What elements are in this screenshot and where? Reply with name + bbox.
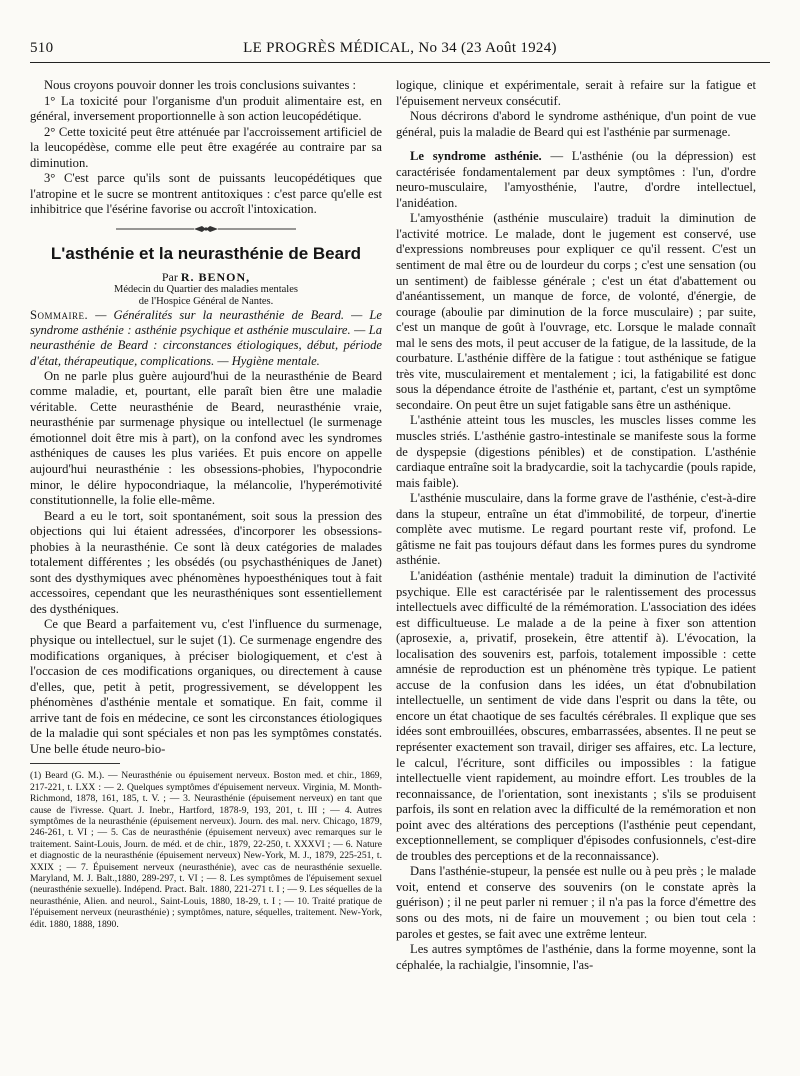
footnote-rule bbox=[30, 763, 120, 764]
spacer bbox=[396, 140, 756, 149]
paragraph: L'asthénie atteint tous les muscles, les muscles lisses comme les muscles striés. L'asthénie gastro-intestinale se manifeste sous la forme de dyspepsie (digestions pénibles) et de constipation. L'asthénie cardiaque entraîne soit la bradycardie, soit la tachycardie (pouls rapide, mais faible). bbox=[396, 413, 756, 490]
section-text: — L'asthénie (ou la dépression) est caractérisée fondamentalement par deux symptômes : l'un, d'ordre neuro-musculaire, l'amyosthénie, l'autre, d'ordre intellectuel, l'anidéation. bbox=[396, 149, 756, 210]
author-name: R. BENON, bbox=[180, 269, 251, 284]
left-column bbox=[30, 78, 382, 930]
section-paragraph bbox=[396, 149, 756, 211]
page-header bbox=[30, 38, 770, 63]
footnote: (1) Beard (G. M.). — Neurasthénie ou épuisement nerveux. Boston med. et chir., 1869, 217-221, t. LXX : — 2. Quelques symptômes d'épuisement nerveux. Virginia, M. Month-Richmond, 1878, 161, 185, t. V. ; — 3. Neurasthénie (épuisement nerveux) en tant que cause de l'ivresse. Quart. J. Inebr., Hartford, 1878-9, 193, 201, t. III ; — 4. Autres symptômes de la neurasthénie (épuisement nerveux). Journ. des mal. nerv. Chicago, 1879, 246-261, t. VI ; — 5. Cas de neurasthénie (épuisement nerveux) avec remarques sur le traitement. Saint-Louis, Journ. de méd. et de chir., 1879, 22-250, t. XXXVI ; — 6. Nature et diagnostic de la neurasthénie (épuisement nerveux) New-York, M. J., 1879, 225-251, t. XXIX ; — 7. Épuisement nerveux (neurasthénie), avec cas de neurasthénie sexuelle. Maryland, M. J. Balt.,1880, 289-297, t. VI ; — 8. Les symptômes de l'épuisement sexuel (neurasthénie sexuelle). Indépend. Pract. Balt. 1880, 221-271 t. I ; — 9. Les séquelles de la neurasthénie, Alien. and neurol., Saint-Louis, 1880, 18-29, t. I ; — 10. Traité pratique de l'épuisement nerveux (neurasthénie) ; symptômes, nature, séquelles, traitement. New-York, édit. 1880, 1888, 1890. bbox=[30, 770, 382, 930]
paragraph: L'amyosthénie (asthénie musculaire) traduit la diminution de l'activité motrice. Le malade, dont le jugement est conservé, use d'expressions nombreuses pour expliquer ce qu'il ressent. C'est un sentiment de mal être ou de lourdeur du corps ; c'est une sensation (ou un sentiment) de faiblesse générale ; c'est un état d'abattement ou d'anéantissement, un manque de force, de volonté, d'énergie, de courage (aboulie par diminution de la force musculaire) ; par suite, c'est un manque de goût à l'ouvrage, etc. Lorsque le malade connaît mal le sens des mots, il peut accuser de la fatigue, de la lassitude, de la courbature. L'asthénie diffère de la fatigue : tout asthénique se fatigue très vite, musculairement et mentalement ; ici, la fatigabilité est donc sous la dépendance étroite de l'asthénie et, partant, c'est un symptôme secondaire. On peut être un sujet fatigable sans être un asthénique. bbox=[396, 211, 756, 412]
conclusion-3: 3° C'est parce qu'ils sont de puissants leucopédétiques que l'atropine et le sucre se montrent antitoxiques : c'est parce qu'elle est inhibitrice que l'ésérine favorise ou accroît l'intoxication. bbox=[30, 171, 382, 217]
summary bbox=[30, 308, 382, 369]
affiliation-line-2: de l'Hospice Général de Nantes. bbox=[138, 295, 274, 307]
paragraph: On ne parle plus guère aujourd'hui de la neurasthénie de Beard comme maladie, et, pourtant, elle paraît bien être une maladie véritable. Cette neurasthénie de Beard, neurasthénie vraie, neurasthénie par surmenage physique ou intellectuel (le surmenage émotionnel doit être mis à part), on la confond avec les syndromes asthéniques de causes les plus variées. Et puis encore on appelle aujourd'hui neurasthénie : les obsessions-phobies, l'hypocondrie minor, le délire hypocondriaque, la mélancolie, l'hyperémotivité constitutionnelle, la folie elle-même. bbox=[30, 368, 382, 508]
paragraph: Ce que Beard a parfaitement vu, c'est l'influence du surmenage, physique ou intellectuel, sur le sujet (1). Ce surmenage engendre des modifications organiques, à préciser biologiquement, et c'est à l'occasion de ces modifications organiques, ou directement à cause d'elles, que, petit à petit, progressivement, se développent les phénomènes d'asthénie mentale et somatique. En fait, comme il arrive tant de fois en médecine, ce sont les circonstances étiologiques de la maladie qui sont spéciales et non pas les symptômes constatés. Une belle étude neuro-bio- bbox=[30, 617, 382, 756]
conclusion-1: 1° La toxicité pour l'organisme d'un produit alimentaire est, en général, inversement proportionnelle à son action leucopédétique. bbox=[30, 93, 382, 124]
paragraph: logique, clinique et expérimentale, serait à refaire sur la fatigue et l'épuisement nerveux consécutif. bbox=[396, 78, 756, 108]
summary-text: — Généralités sur la neurasthénie de Beard. — Le syndrome asthénie : asthénie psychique et asthénie musculaire. — La neurasthénie de Beard : circonstances étiologiques, début, période d'état, thérapeutique, complications. — Hygiène mentale. bbox=[30, 307, 382, 368]
paragraph: Nous croyons pouvoir donner les trois conclusions suivantes : bbox=[44, 78, 357, 92]
page-number: 510 bbox=[30, 40, 54, 56]
affiliation-line-1: Médecin du Quartier des maladies mentales bbox=[114, 283, 298, 295]
section-heading: Le syndrome asthénie. bbox=[410, 149, 542, 164]
byline-prefix: Par bbox=[161, 269, 178, 284]
summary-label: Sommaire. bbox=[30, 307, 89, 322]
paragraph: L'anidéation (asthénie mentale) traduit la diminution de l'activité psychique. Elle est caractérisée par le ralentissement des processus intellectuels avec difficulté de la rémémoration. L'association des idées est difficultueuse. Le malade a de la peine à fixer son attention (aprosexie, a, privatif, prosekein, être attentif à). L'évocation, la localisation des souvenirs est, parfois, totalement impossible : cette amnésie de reproduction est un phénomène très typique. Le patient accuse de la confusion dans les idées, un état d'obnubilation intellectuelle, un sentiment de vide dans l'esprit ou dans la tête, ou encore un état chaotique de ses facultés cérébrales. Il explique que ses idées sont embrouillées, obscures, embarrassées, absentes. Il ne peut se représenter exactement son travail, diriger ses affaires, etc. La lecture, le calcul, l'écriture, sont difficiles ou impossibles : la fatigue intellectuelle vient rapidement, au moindre effort. Les troubles de la reconnaissance, de l'orientation, sont inexistants ; s'ils se produisent parfois, ils sont en relation avec la difficulté de la remémoration et non point avec des altérations des perceptions (l'asthénie peut cependant, exceptionnellement, se compliquer d'épisodes confusionnels, c'est-dire de troubles des perceptions et de la reconnaissance). bbox=[396, 568, 756, 863]
ornament-divider bbox=[116, 224, 296, 234]
paragraph: Nous décrirons d'abord le syndrome asthénique, d'un point de vue général, puis la maladie de Beard qui est l'asthénie par surmenage. bbox=[396, 109, 756, 139]
right-column bbox=[396, 78, 756, 973]
paragraph: Dans l'asthénie-stupeur, la pensée est nulle ou à peu près ; le malade voit, entend et conserve des souvenirs (on le constate après la guérison) ; il ne peut parler ni remuer ; il n'a pas la force d'émettre des sons ou des mots, ni de faire un mouvement ; ou bien tout cela : paroles et gestes, se fait avec une extrême lenteur. bbox=[396, 864, 756, 941]
journal-title: LE PROGRÈS MÉDICAL, No 34 (23 Août 1924) bbox=[243, 40, 557, 56]
byline bbox=[30, 270, 382, 284]
article-title: L'asthénie et la neurasthénie de Beard bbox=[50, 243, 362, 263]
paragraph: L'asthénie musculaire, dans la forme grave de l'asthénie, c'est-à-dire dans la stupeur, entraîne un état d'immobilité, de torpeur, d'inertie complète avec mutisme. Le regard pourtant reste vif, profond. Le gâtisme ne fait pas toujours défaut dans les formes pures du syndrome asthénie. bbox=[396, 491, 756, 568]
paragraph: Beard a eu le tort, soit spontanément, soit sous la pression des objections qui lui étaient adressées, d'incorporer les obsessions-phobies à la neurasthénie. Ce sont là deux catégories de malades totalement différentes ; les obsédés (ou psychasthéniques de Janet) sont des dysthymiques avec phénomènes hypoesthéniques tout à fait accessoires, cependant que les neurasthéniques sont essentiellement des dysthéniques. bbox=[30, 508, 382, 616]
paragraph: Les autres symptômes de l'asthénie, dans la forme moyenne, sont la céphalée, la rachialgie, l'insomnie, l'as- bbox=[396, 942, 756, 972]
conclusion-2: 2° Cette toxicité peut être atténuée par l'accroissement artificiel de la leucopédèse, comme elle peut être exagérée au contraire par sa diminution. bbox=[30, 124, 382, 170]
